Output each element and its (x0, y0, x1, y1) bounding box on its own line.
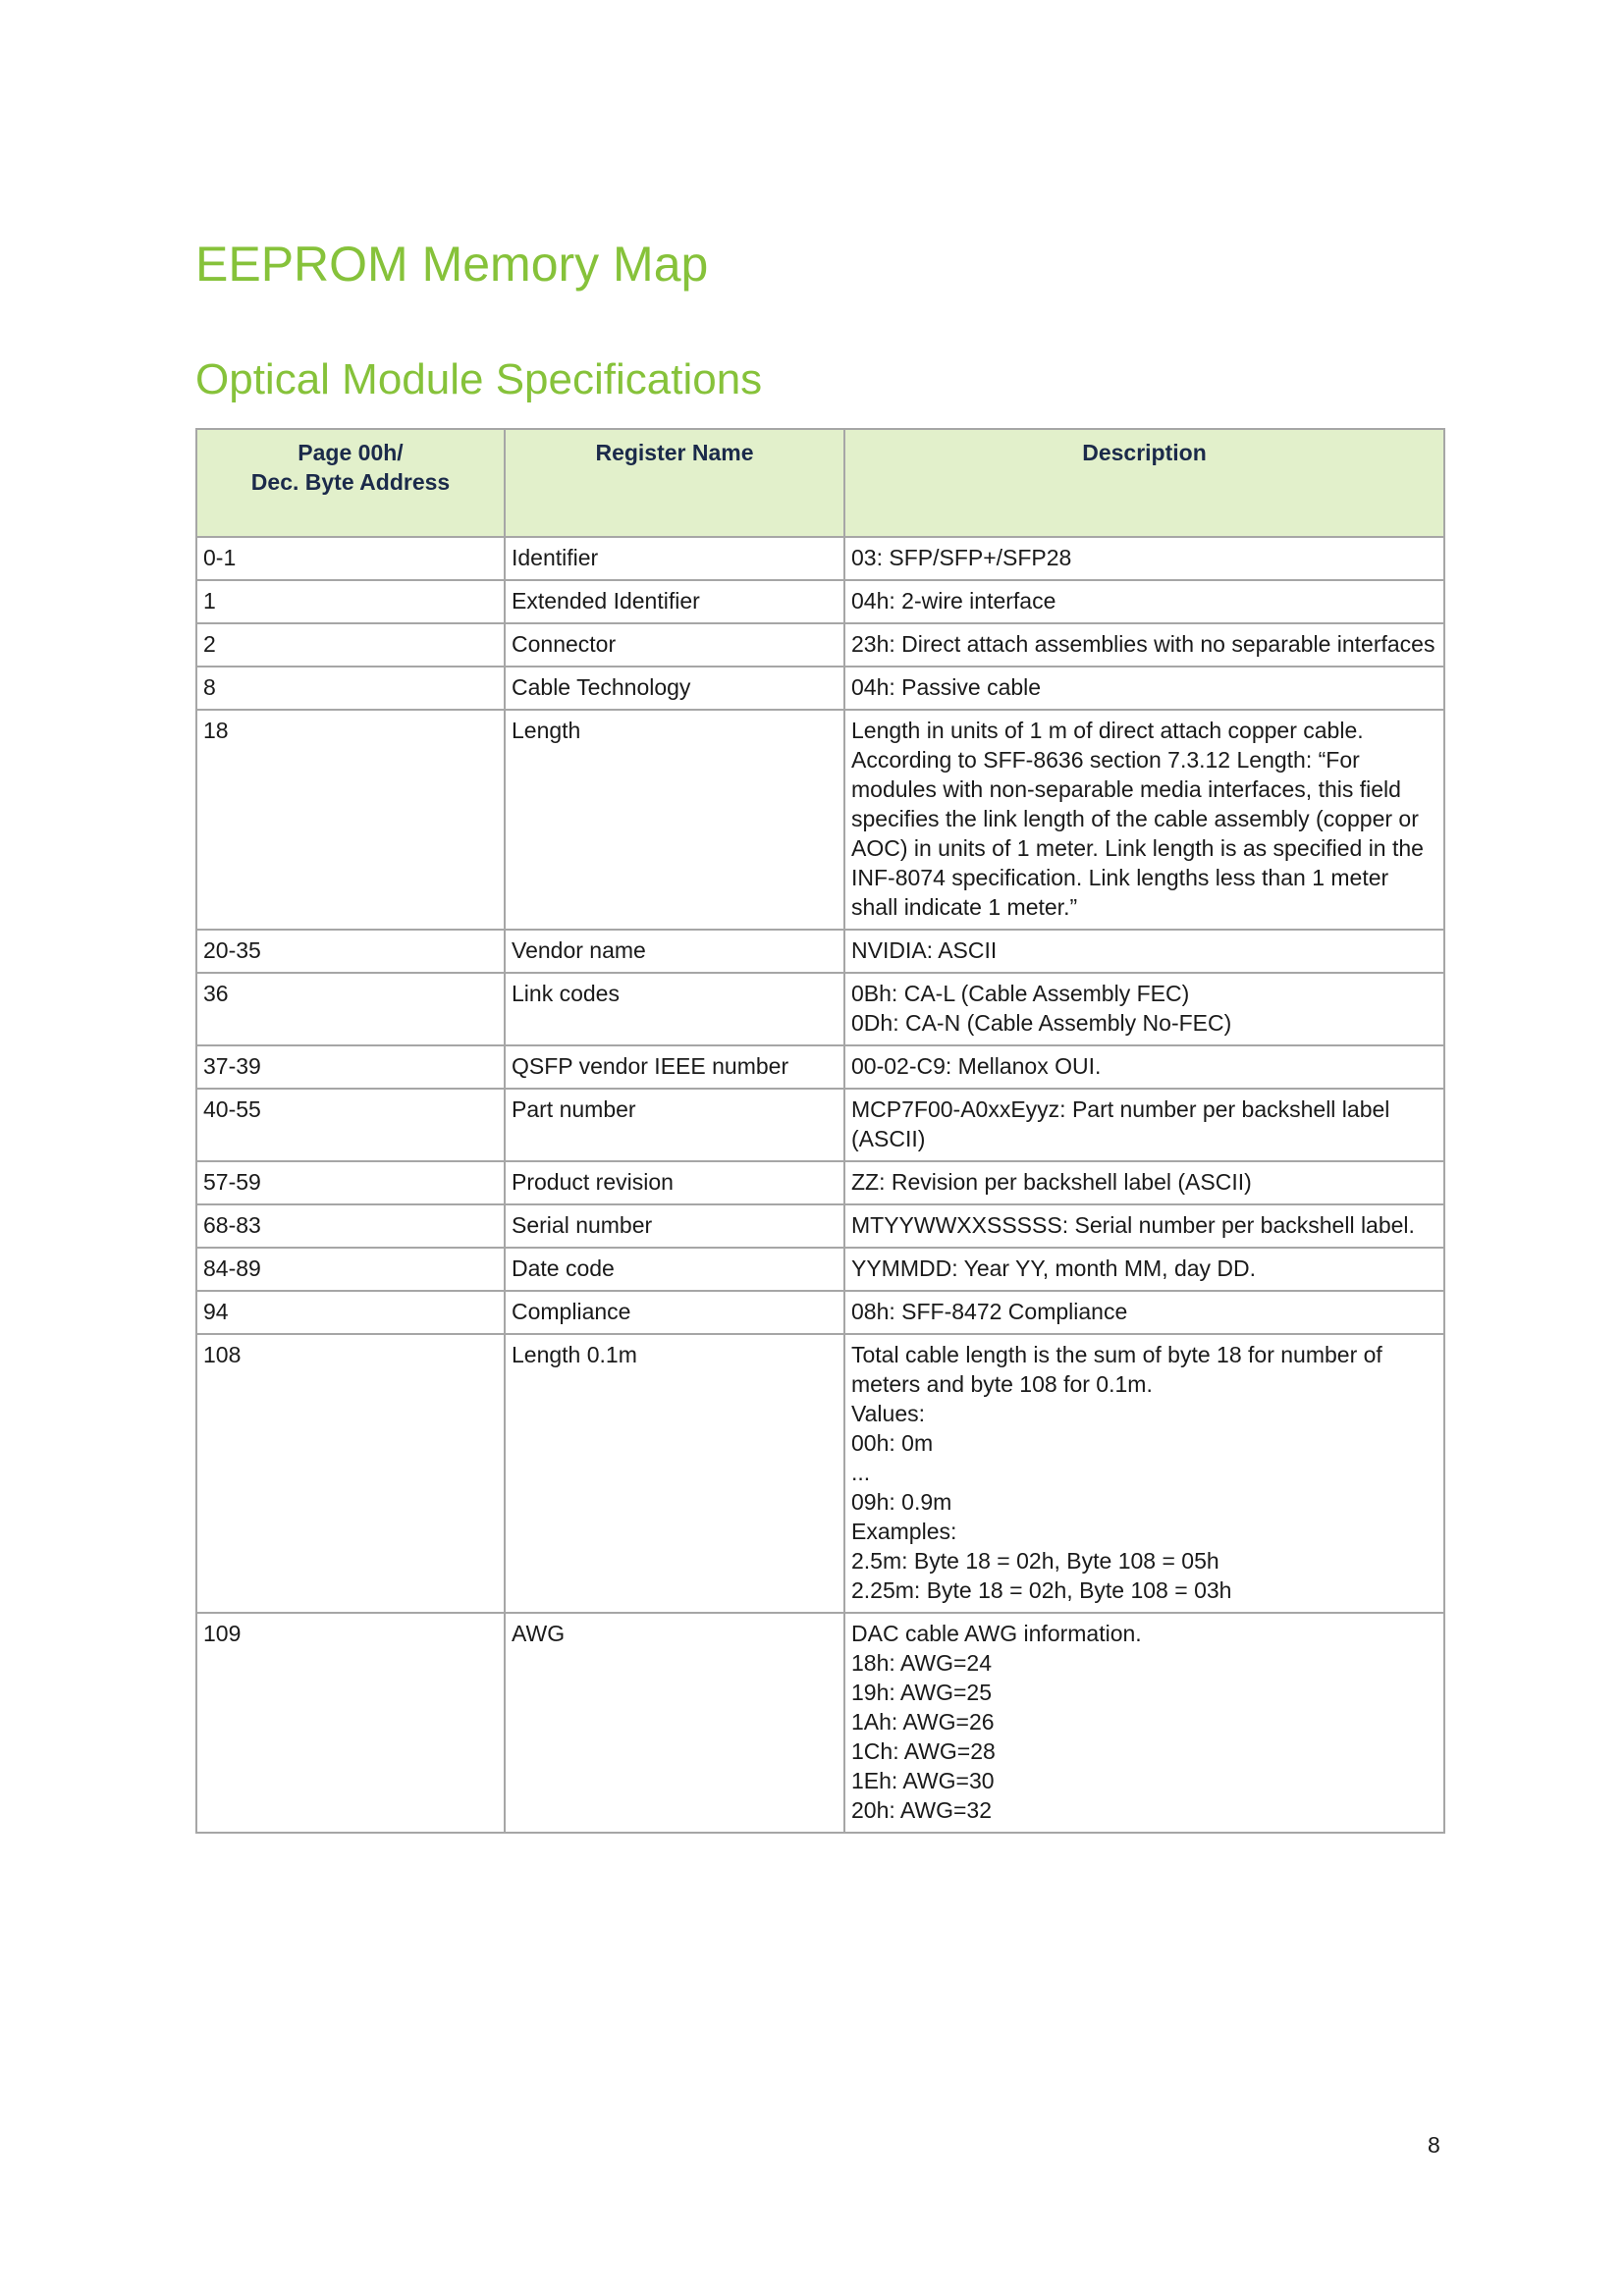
cell-register-name: Compliance (505, 1291, 844, 1334)
cell-description: MCP7F00-A0xxEyyz: Part number per backshell label (ASCII) (844, 1089, 1444, 1161)
cell-register-name: Date code (505, 1248, 844, 1291)
cell-register-name: Part number (505, 1089, 844, 1161)
cell-byte-address: 37-39 (196, 1045, 505, 1089)
cell-description: Total cable length is the sum of byte 18 for number of meters and byte 108 for 0.1m. Values: 00h: 0m ... 09h: 0.9m Examples: 2.5m: Byte 18 = 02h, Byte 108 = 05h 2.25m: Byte 18 = 02h, Byte 108 = 03h (844, 1334, 1444, 1613)
cell-byte-address: 8 (196, 667, 505, 710)
table-row (196, 1334, 1444, 1613)
table-row (196, 930, 1444, 973)
cell-description: YYMMDD: Year YY, month MM, day DD. (844, 1248, 1444, 1291)
cell-description: 23h: Direct attach assemblies with no separable interfaces (844, 623, 1444, 667)
cell-register-name: Extended Identifier (505, 580, 844, 623)
cell-register-name: Identifier (505, 537, 844, 580)
cell-register-name: Length 0.1m (505, 1334, 844, 1613)
table-row (196, 1089, 1444, 1161)
page-number: 8 (1428, 2132, 1440, 2158)
section-title: Optical Module Specifications (195, 355, 763, 403)
cell-description: 04h: Passive cable (844, 667, 1444, 710)
cell-byte-address: 0-1 (196, 537, 505, 580)
cell-byte-address: 18 (196, 710, 505, 930)
table-row (196, 537, 1444, 580)
cell-register-name: Serial number (505, 1204, 844, 1248)
header-description: Description (844, 429, 1444, 537)
header-byte-address: Page 00h/ Dec. Byte Address (196, 429, 505, 537)
cell-description: 0Bh: CA-L (Cable Assembly FEC) 0Dh: CA-N (Cable Assembly No-FEC) (844, 973, 1444, 1045)
table-row (196, 1291, 1444, 1334)
cell-byte-address: 68-83 (196, 1204, 505, 1248)
cell-byte-address: 94 (196, 1291, 505, 1334)
cell-register-name: Length (505, 710, 844, 930)
cell-byte-address: 36 (196, 973, 505, 1045)
table-row (196, 1161, 1444, 1204)
table-row (196, 1204, 1444, 1248)
cell-description: MTYYWWXXSSSSS: Serial number per backshell label. (844, 1204, 1444, 1248)
cell-byte-address: 2 (196, 623, 505, 667)
cell-byte-address: 57-59 (196, 1161, 505, 1204)
table-row (196, 710, 1444, 930)
cell-description: ZZ: Revision per backshell label (ASCII) (844, 1161, 1444, 1204)
cell-register-name: QSFP vendor IEEE number (505, 1045, 844, 1089)
cell-description: NVIDIA: ASCII (844, 930, 1444, 973)
cell-byte-address: 1 (196, 580, 505, 623)
table-row (196, 623, 1444, 667)
header-register-name: Register Name (505, 429, 844, 537)
cell-register-name: AWG (505, 1613, 844, 1833)
cell-byte-address: 108 (196, 1334, 505, 1613)
cell-description: DAC cable AWG information. 18h: AWG=24 19h: AWG=25 1Ah: AWG=26 1Ch: AWG=28 1Eh: AWG=30 20h: AWG=32 (844, 1613, 1444, 1833)
table-row (196, 1613, 1444, 1833)
cell-description: 04h: 2-wire interface (844, 580, 1444, 623)
table-row (196, 667, 1444, 710)
cell-register-name: Vendor name (505, 930, 844, 973)
table-row (196, 973, 1444, 1045)
cell-register-name: Link codes (505, 973, 844, 1045)
cell-description: 08h: SFF-8472 Compliance (844, 1291, 1444, 1334)
cell-register-name: Cable Technology (505, 667, 844, 710)
table-row (196, 580, 1444, 623)
cell-description: 00-02-C9: Mellanox OUI. (844, 1045, 1444, 1089)
cell-byte-address: 109 (196, 1613, 505, 1833)
cell-register-name: Product revision (505, 1161, 844, 1204)
page-title: EEPROM Memory Map (195, 237, 709, 292)
eeprom-memory-map-table (195, 428, 1445, 1834)
cell-byte-address: 84-89 (196, 1248, 505, 1291)
cell-byte-address: 20-35 (196, 930, 505, 973)
table-header-row (196, 429, 1444, 537)
table-row (196, 1248, 1444, 1291)
cell-byte-address: 40-55 (196, 1089, 505, 1161)
cell-register-name: Connector (505, 623, 844, 667)
table-row (196, 1045, 1444, 1089)
cell-description: 03: SFP/SFP+/SFP28 (844, 537, 1444, 580)
cell-description: Length in units of 1 m of direct attach copper cable. According to SFF-8636 section 7.3.12 Length: “For modules with non-separable media interfaces, this field specifies the link length of the cable assembly (copper or AOC) in units of 1 meter. Link length is as specified in the INF-8074 specification. Link lengths less than 1 meter shall indicate 1 meter.” (844, 710, 1444, 930)
